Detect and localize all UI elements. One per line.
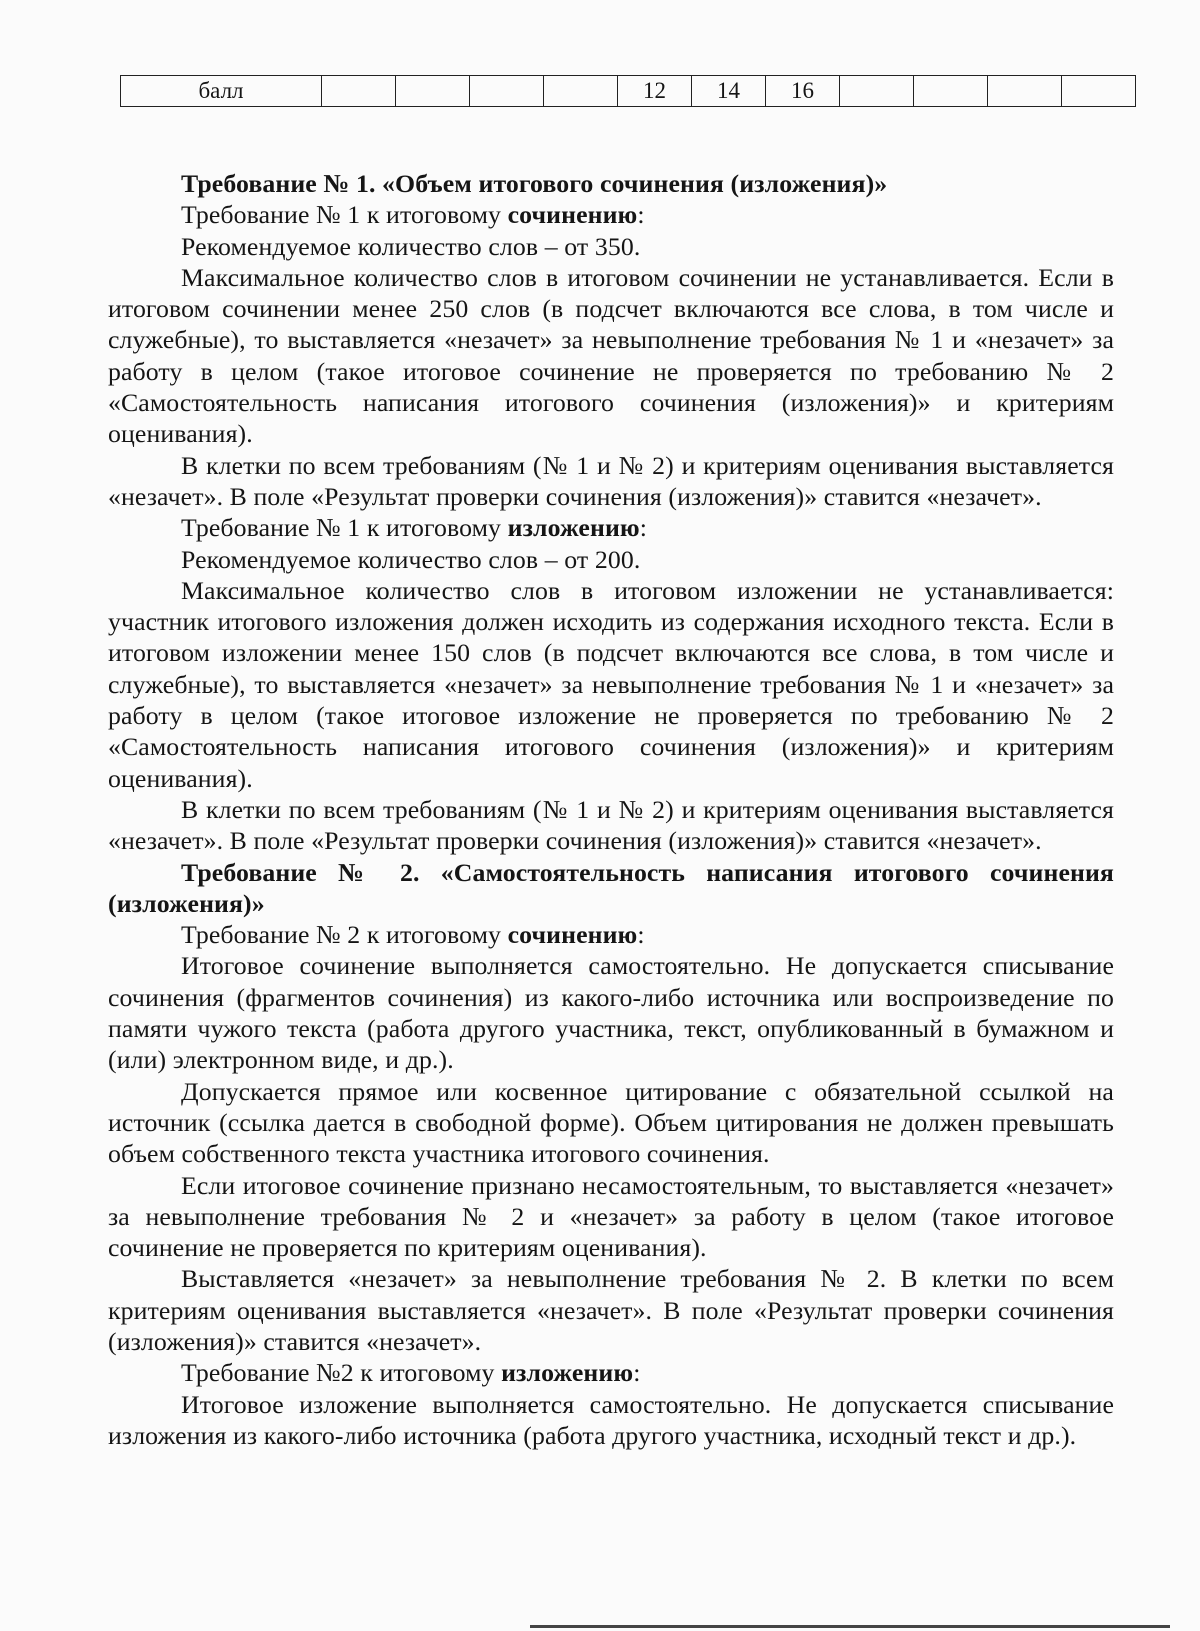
requirement-1-summary-subtitle	[108, 512, 1114, 543]
requirement-2-heading: Требование № 2. «Самостоятельность написания итогового сочинения (изложения)»	[108, 857, 1114, 918]
score-cell	[322, 76, 396, 107]
subtitle-colon: :	[633, 1358, 641, 1388]
paragraph: Допускается прямое или косвенное цитирование с обязательной ссылкой на источник (ссылка дается в свободной форме). Объем цитирования не должен превышать объем собственного текста участника итогового сочинения.	[108, 1076, 1114, 1169]
score-cell: 14	[692, 76, 766, 107]
score-cell	[544, 76, 618, 107]
subtitle-text: Требование № 1 к итоговому	[181, 200, 508, 230]
paragraph: Рекомендуемое количество слов – от 200.	[181, 544, 641, 574]
paragraph: В клетки по всем требованиям (№ 1 и № 2) и критериям оценивания выставляется «незачет». В поле «Результат проверки сочинения (изложения)» ставится «незачет».	[108, 794, 1114, 856]
score-cell	[840, 76, 914, 107]
score-cell	[914, 76, 988, 107]
requirement-1-essay-subtitle	[108, 199, 1114, 230]
paragraph: Итоговое изложение выполняется самостоятельно. Не допускается списывание изложения из какого-либо источника (работа другого участника, исходный текст и др.).	[108, 1389, 1114, 1450]
subtitle-colon: :	[637, 920, 645, 950]
paragraph: Максимальное количество слов в итоговом изложении не устанавливается: участник итогового изложения должен исходить из содержания исходного текста. Если в итоговом изложении менее 150 слов (в подсчет включаются все слова, в том числе и служебные), то выставляется «незачет» за невыполнение требования № 1 и «незачет» за работу в целом (такое итоговое изложение не проверяется по требованию № 2 «Самостоятельность написания итогового сочинения (изложения)» и критериям оценивания).	[108, 575, 1114, 793]
requirement-1-heading: Требование № 1. «Объем итогового сочинения (изложения)»	[181, 169, 888, 198]
score-label-cell: балл	[121, 76, 322, 107]
score-table-row	[121, 76, 1136, 107]
subtitle-text: Требование № 1 к итоговому	[181, 513, 508, 543]
subtitle-bold: изложению	[501, 1358, 634, 1388]
subtitle-bold: сочинению	[507, 200, 638, 230]
subtitle-bold: сочинению	[507, 920, 638, 950]
document-body	[108, 168, 1114, 1451]
score-cell: 12	[618, 76, 692, 107]
subtitle-colon: :	[637, 200, 645, 230]
score-cell	[470, 76, 544, 107]
subtitle-colon: :	[639, 513, 648, 543]
paragraph: Итоговое сочинение выполняется самостоятельно. Не допускается списывание сочинения (фрагментов сочинения) из какого-либо источника или воспроизведение по памяти чужого текста (работа другого участника, текст, опубликованный в бумажном и (или) электронном виде, и др.).	[108, 951, 1114, 1075]
score-cell	[1062, 76, 1136, 107]
paragraph: Если итоговое сочинение признано несамостоятельным, то выставляется «незачет» за невыполнение требования № 2 и «незачет» за работу в целом (такое итоговое сочинение не проверяется по критериям оценивания).	[108, 1170, 1114, 1263]
score-cell: 16	[766, 76, 840, 107]
scan-edge-line	[530, 1625, 1170, 1628]
paragraph: Максимальное количество слов в итоговом сочинении не устанавливается. Если в итоговом сочинении менее 250 слов (в подсчет включаются все слова, в том числе и служебные), то выставляется «незачет» за невыполнение требования № 1 и «незачет» за работу в целом (такое итоговое сочинение не проверяется по требованию № 2 «Самостоятельность написания итогового сочинения (изложения)» и критериям оценивания).	[108, 262, 1114, 449]
paragraph: Рекомендуемое количество слов – от 350.	[181, 231, 641, 261]
paragraph: В клетки по всем требованиям (№ 1 и № 2) и критериям оценивания выставляется «незачет». В поле «Результат проверки сочинения (изложения)» ставится «незачет».	[108, 450, 1114, 511]
requirement-2-essay-subtitle	[108, 919, 1114, 950]
subtitle-bold: изложению	[507, 513, 640, 543]
requirement-2-summary-subtitle	[108, 1357, 1114, 1388]
score-table	[120, 75, 1136, 107]
subtitle-text: Требование №2 к итоговому	[181, 1358, 502, 1388]
score-cell	[988, 76, 1062, 107]
paragraph: Выставляется «незачет» за невыполнение требования № 2. В клетки по всем критериям оценивания выставляется «незачет». В поле «Результат проверки сочинения (изложения)» ставится «незачет».	[108, 1264, 1114, 1356]
subtitle-text: Требование № 2 к итоговому	[181, 920, 508, 950]
score-cell	[396, 76, 470, 107]
